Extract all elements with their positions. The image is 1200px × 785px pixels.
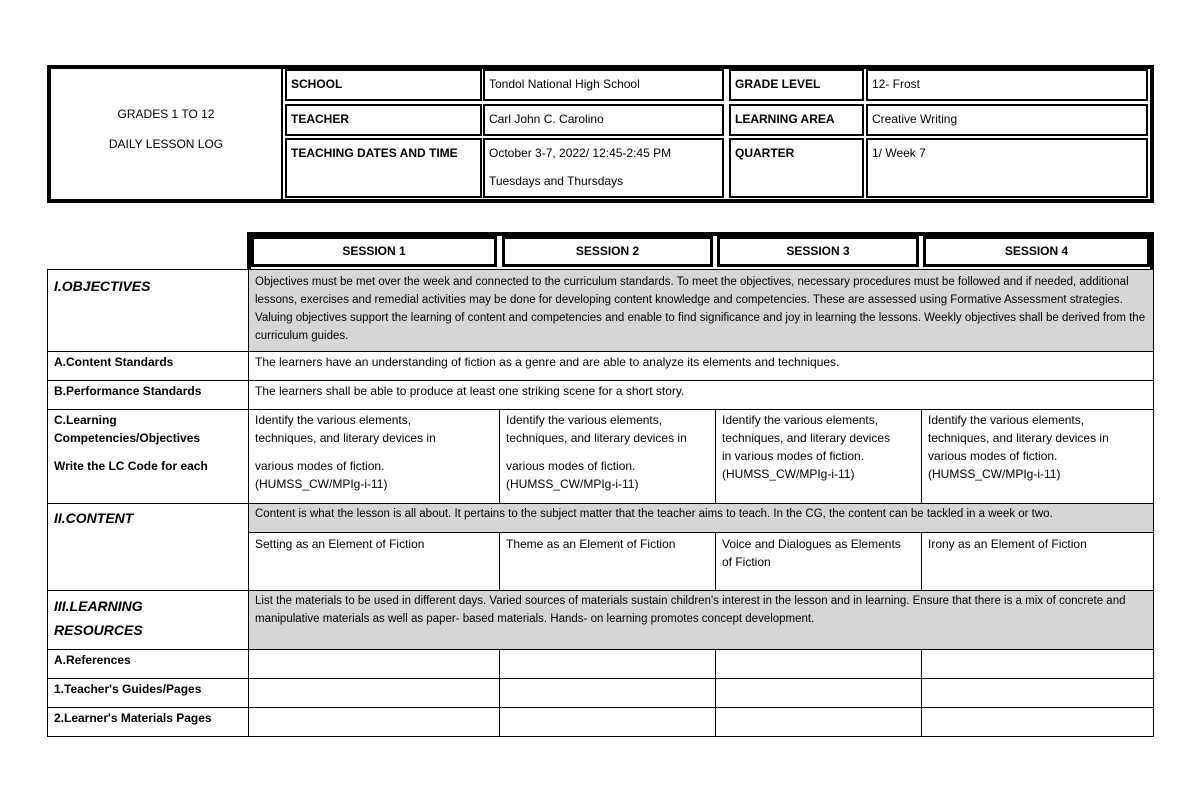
competency-session-2	[499, 409, 715, 503]
learners-materials-label: 2.Learner's Materials Pages	[47, 707, 248, 737]
grade-level-label: GRADE LEVEL	[729, 69, 864, 101]
content-standards-label: A.Content Standards	[47, 351, 248, 380]
competency-s3-line-1: Identify the various elements,	[722, 413, 879, 427]
content-session-4: Irony as an Element of Fiction	[921, 532, 1154, 590]
teachers-guides-s4	[921, 678, 1154, 707]
performance-standards-label: B.Performance Standards	[47, 380, 248, 409]
school-label: SCHOOL	[285, 69, 482, 101]
session-1-header: SESSION 1	[251, 236, 497, 267]
objectives-title: I.OBJECTIVES	[47, 269, 248, 351]
teachers-guides-s3	[715, 678, 921, 707]
school-value: Tondol National High School	[483, 69, 724, 101]
competency-s1-line-2: techniques, and literary devices in	[255, 431, 436, 445]
teachers-guides-label: 1.Teacher's Guides/Pages	[47, 678, 248, 707]
competency-s1-line-4: (HUMSS_CW/MPIg-i-11)	[255, 477, 388, 491]
session-3-header: SESSION 3	[717, 236, 919, 267]
competency-s3-line-4: (HUMSS_CW/MPIg-i-11)	[722, 467, 855, 481]
content-session-2: Theme as an Element of Fiction	[499, 532, 715, 590]
title-line-1: GRADES 1 TO 12	[117, 107, 215, 121]
title-line-2: DAILY LESSON LOG	[108, 137, 224, 151]
learners-materials-s2	[499, 707, 715, 737]
competency-s2-line-1: Identify the various elements,	[506, 413, 663, 427]
competency-s4-line-4: (HUMSS_CW/MPIg-i-11)	[928, 467, 1061, 481]
teachers-guides-s2	[499, 678, 715, 707]
resources-title	[47, 590, 248, 649]
teachers-guides-s1	[248, 678, 499, 707]
content-standards-value: The learners have an understanding of fiction as a genre and are able to analyze its elements and techniques.	[248, 351, 1154, 380]
content-title: II.CONTENT	[47, 503, 248, 590]
references-s3	[715, 649, 921, 678]
learners-materials-s3	[715, 707, 921, 737]
competency-session-4	[921, 409, 1154, 503]
competency-s4-line-2: techniques, and literary devices in	[928, 431, 1109, 445]
learning-area-value: Creative Writing	[866, 104, 1148, 136]
session-2-header: SESSION 2	[502, 236, 713, 267]
dates-line-1: October 3-7, 2022/ 12:45-2:45 PM	[489, 146, 672, 160]
competencies-label-line-1: C.Learning	[54, 413, 117, 427]
competency-s2-line-3: various modes of fiction.	[506, 459, 636, 473]
dates-value	[483, 138, 724, 198]
grade-level-value: 12- Frost	[866, 69, 1148, 101]
competency-s3-line-2: techniques, and literary devices	[722, 431, 891, 445]
competency-session-3	[715, 409, 921, 503]
resources-title-line-1: III.LEARNING	[54, 598, 143, 614]
log-title	[51, 69, 283, 199]
competency-s3-line-3: in various modes of fiction.	[722, 449, 865, 463]
learners-materials-s1	[248, 707, 499, 737]
content-s3-line-1: Voice and Dialogues as Elements	[722, 537, 901, 551]
competency-s1-line-3: various modes of fiction.	[255, 459, 385, 473]
objectives-note: Objectives must be met over the week and connected to the curriculum standards. To meet the objectives, necessary procedures must be followed and if needed, additional lessons, exercises and remedial activities may be done for developing content knowledge and competencies. These are assessed using Formative Assessment strategies. Valuing objectives support the learning of content and competencies and enable to find significance and joy in learning the lessons. Weekly objectives shall be derived from the curriculum guides.	[248, 269, 1154, 351]
resources-title-line-2: RESOURCES	[54, 622, 143, 638]
references-s1	[248, 649, 499, 678]
competencies-label-line-3: Write the LC Code for each	[54, 459, 208, 473]
content-s3-line-2: of Fiction	[722, 555, 771, 569]
content-note: Content is what the lesson is all about. It pertains to the subject matter that the teacher aims to teach. In the CG, the content can be tackled in a week or two.	[248, 503, 1154, 532]
teacher-value: Carl John C. Carolino	[483, 104, 724, 136]
competency-s2-line-2: techniques, and literary devices in	[506, 431, 687, 445]
resources-note: List the materials to be used in different days. Varied sources of materials sustain children's interest in the lesson and in learning. Ensure that there is a mix of concrete and manipulative materials as well as paper- based materials. Hands- on learning promotes concept development.	[248, 590, 1154, 649]
content-session-1: Setting as an Element of Fiction	[248, 532, 499, 590]
references-s4	[921, 649, 1154, 678]
competency-s4-line-1: Identify the various elements,	[928, 413, 1085, 427]
performance-standards-value: The learners shall be able to produce at least one striking scene for a short story.	[248, 380, 1154, 409]
learning-area-label: LEARNING AREA	[729, 104, 864, 136]
quarter-label: QUARTER	[729, 138, 864, 198]
teacher-label: TEACHER	[285, 104, 482, 136]
learners-materials-s4	[921, 707, 1154, 737]
competency-session-1	[248, 409, 499, 503]
quarter-value: 1/ Week 7	[866, 138, 1148, 198]
competency-s4-line-3: various modes of fiction.	[928, 449, 1058, 463]
dates-label: TEACHING DATES AND TIME	[285, 138, 482, 198]
competency-s2-line-4: (HUMSS_CW/MPIg-i-11)	[506, 477, 639, 491]
competencies-label	[47, 409, 248, 503]
content-session-3	[715, 532, 921, 590]
dates-line-2: Tuesdays and Thursdays	[489, 174, 624, 188]
references-label: A.References	[47, 649, 248, 678]
competency-s1-line-1: Identify the various elements,	[255, 413, 412, 427]
session-4-header: SESSION 4	[923, 236, 1150, 267]
references-s2	[499, 649, 715, 678]
competencies-label-line-2: Competencies/Objectives	[54, 431, 201, 445]
